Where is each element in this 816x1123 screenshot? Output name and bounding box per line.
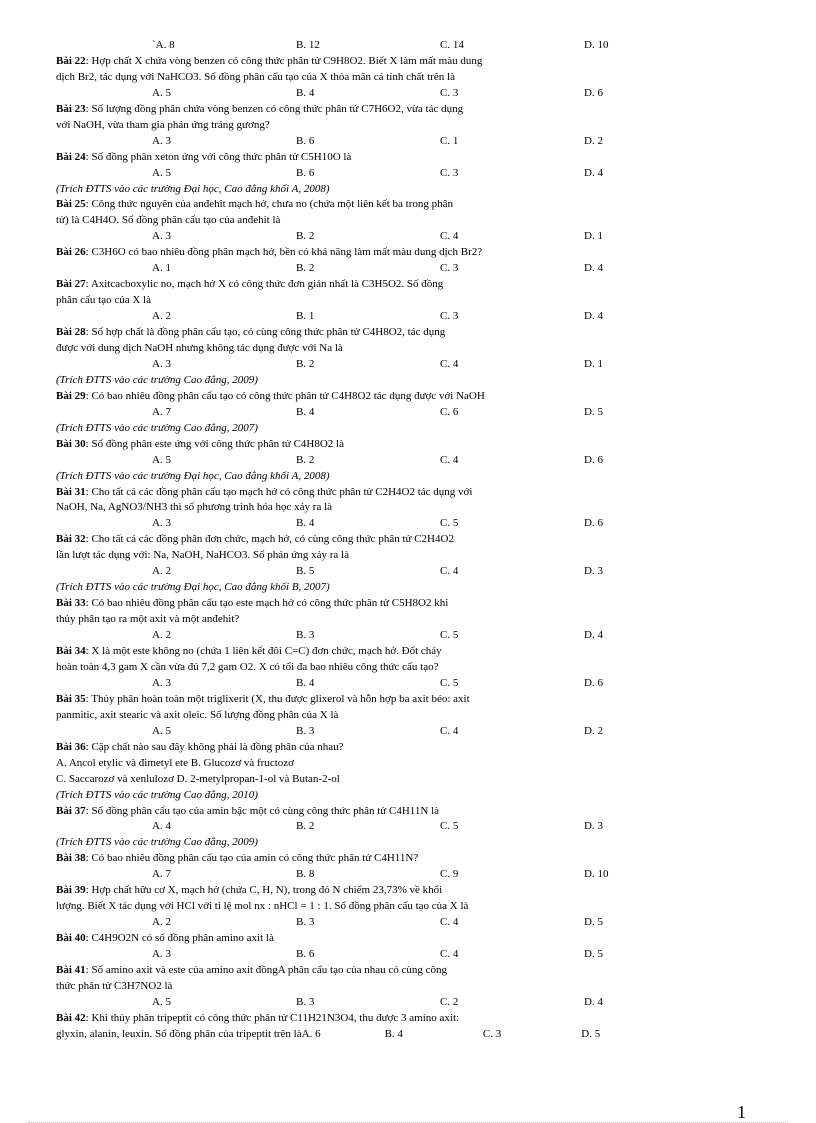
question-text: phân cấu tạo của X là: [56, 294, 151, 307]
question-text: C. Saccarozơ và xenlulozơ D. 2-metylpropan-1-ol và Butan-2-ol: [56, 772, 340, 785]
question-line: [56, 851, 616, 867]
question-line: [56, 197, 616, 213]
question-title: Bài 35: [56, 692, 86, 705]
question-title: Bài 38: [56, 852, 86, 865]
answer-options: [56, 405, 616, 421]
option-b: B. 4: [384, 1027, 403, 1040]
source-note: (Trích ĐTTS vào các trường Đại học, Cao đẳng khối A, 2008): [56, 469, 330, 482]
question-title: Bài 40: [56, 932, 86, 945]
option-a: A. 2: [152, 310, 171, 323]
question-line: [56, 118, 616, 134]
question-text: : Cho tất cả các đồng phân đơn chức, mạch hở, có cùng công thức phân tử C2H4O2: [85, 533, 454, 546]
question-list: [56, 38, 616, 1043]
option-a: A. 7: [152, 868, 171, 881]
option-b: B. 3: [296, 916, 315, 929]
question-line: [56, 532, 616, 548]
answer-options: [56, 86, 616, 102]
option-d: D. 1: [584, 230, 603, 243]
option-b: B. 6: [296, 948, 315, 961]
question-text: : Số amino axit và este của amino axit đồngA phân cấu tạo của nhau có cùng công: [85, 963, 448, 976]
question: [56, 883, 616, 931]
answer-options: [56, 357, 616, 373]
option-a: A. 5: [152, 453, 171, 466]
question-line: [56, 931, 616, 947]
option-c: C. 4: [440, 565, 459, 578]
question-line: [56, 213, 616, 229]
source-note: (Trích ĐTTS vào các trường Cao đẳng, 2009): [56, 373, 258, 386]
question-line: [56, 899, 616, 915]
option-a: A. 4: [152, 820, 171, 833]
question-text: : Khi thủy phân tripeptit có công thức phân tử C11H21N3O4, thu được 3 amino axit:: [85, 1011, 460, 1024]
question-line: [56, 277, 616, 293]
question-line: [56, 979, 616, 995]
option-d: D. 2: [584, 724, 603, 737]
option-d: D. 6: [584, 453, 603, 466]
option-b: B. 1: [296, 310, 315, 323]
option-a: A. 3: [152, 357, 171, 370]
source-note: (Trích ĐTTS vào các trường Cao đẳng, 2007): [56, 421, 258, 434]
option-c: C. 4: [440, 724, 459, 737]
answer-options: [56, 947, 616, 963]
question: [56, 437, 616, 485]
question-title: Bài 25: [56, 198, 86, 211]
option-c: C. 6: [440, 405, 459, 418]
answer-options: [56, 915, 616, 931]
question-line: [56, 1027, 616, 1043]
question-line: [56, 804, 616, 820]
question: [56, 1011, 616, 1043]
question: [56, 931, 616, 963]
option-b: B. 4: [296, 86, 315, 99]
answer-options: [56, 676, 616, 692]
question-title: Bài 31: [56, 485, 86, 498]
question-line: [56, 883, 616, 899]
question-title: Bài 42: [56, 1011, 86, 1024]
lead-options: [56, 38, 616, 54]
answer-options: [56, 166, 616, 182]
question-text: : Cặp chất nào sau đây không phải là đồng phân của nhau?: [85, 740, 344, 753]
option-c: C. 4: [440, 357, 459, 370]
option-b: B. 2: [296, 453, 315, 466]
question-title: Bài 33: [56, 597, 86, 610]
option-b: B. 2: [296, 230, 315, 243]
question-text: với NaOH, vừa tham gia phản ứng tráng gương?: [56, 118, 270, 131]
question: [56, 54, 616, 102]
question-line: [56, 692, 616, 708]
option-c: C. 5: [440, 629, 459, 642]
question-line: [56, 341, 616, 357]
question-text: thức phân tử C3H7NO2 là: [56, 979, 173, 992]
option-a: A. 1: [152, 262, 171, 275]
question-text: : Axitcacboxylic no, mạch hở X có công thức đơn giản nhất là C3H5O2. Số đồng: [85, 278, 444, 291]
option-b: B. 4: [296, 517, 315, 530]
question: [56, 245, 616, 277]
question-text: : Số đồng phân xeton ứng với công thức phân tử C5H10O là: [85, 150, 352, 163]
question-text: : Có bao nhiêu đồng phân cấu tạo của amin có công thức phân tử C4H11N?: [85, 852, 419, 865]
question-text: : Số lượng đồng phân chứa vòng benzen có công thức phân tử C7H6O2, vừa tác dụng: [85, 102, 464, 115]
option-d: D. 2: [584, 134, 603, 147]
question-line: [56, 150, 616, 166]
question-title: Bài 41: [56, 963, 86, 976]
option-c: C. 3: [440, 310, 459, 323]
question-line: [56, 644, 616, 660]
option-c: C. 9: [440, 868, 459, 881]
question-title: Bài 28: [56, 326, 86, 339]
option-c: C. 3: [440, 166, 459, 179]
question-text: hoàn toàn 4,3 gam X cần vừa đủ 7,2 gam O2. X có tối đa bao nhiêu công thức cấu tạo?: [56, 660, 439, 673]
question-line: [56, 437, 616, 453]
question: [56, 389, 616, 437]
question-text: : Công thức nguyên của anđehit mạch hở, chưa no (chứa một liên kết ba trong phân: [85, 198, 454, 211]
question-title: Bài 24: [56, 150, 86, 163]
question: [56, 197, 616, 245]
question-text: : Có bao nhiêu đồng phân cấu tạo có công thức phân tử C4H8O2 tác dụng được với NaOH: [85, 389, 485, 402]
option-d: D. 4: [584, 262, 603, 275]
question-text: : C4H9O2N có số đồng phân amino axit là: [85, 932, 274, 945]
question-title: Bài 36: [56, 740, 86, 753]
option-c: C. 3: [482, 1027, 502, 1040]
option-d: D. 4: [584, 310, 603, 323]
question: [56, 963, 616, 1011]
question-line: [56, 70, 616, 86]
source-note: (Trích ĐTTS vào các trường Cao đẳng, 2009): [56, 836, 258, 849]
question-title: Bài 29: [56, 389, 86, 402]
option-d: D. 1: [584, 357, 603, 370]
answer-options: [56, 229, 616, 245]
question-title: Bài 34: [56, 645, 86, 658]
question-text: : C3H6O có bao nhiêu đồng phân mạch hở, bền có khả năng làm mất màu dung dịch Br2?: [85, 246, 483, 259]
option-d: D. 5: [584, 405, 603, 418]
question-title: Bài 26: [56, 246, 86, 259]
answer-options: [56, 724, 616, 740]
option-a: A. 2: [152, 916, 171, 929]
option-d: D. 3: [584, 565, 603, 578]
answer-options: [56, 134, 616, 150]
option-c: C. 4: [440, 916, 459, 929]
question: [56, 804, 616, 852]
option-d: D. 6: [584, 676, 603, 689]
question-text: A. Ancol etylic và đimetyl ete B. Glucozơ và fructozơ: [56, 756, 294, 769]
question-title: Bài 27: [56, 278, 86, 291]
option-d: D. 4: [584, 995, 603, 1008]
question: [56, 532, 616, 596]
option-a: `A. 8: [152, 39, 175, 51]
answer-options: [56, 867, 616, 883]
question-line: [56, 772, 616, 788]
question-title: Bài 22: [56, 54, 86, 67]
option-a: A. 5: [152, 166, 171, 179]
question-text: : X là một este không no (chứa 1 liên kết đôi C=C) đơn chức, mạch hở. Đốt cháy: [85, 645, 442, 658]
option-b: B. 3: [296, 995, 315, 1008]
answer-options: [56, 628, 616, 644]
question-line: [56, 485, 616, 501]
option-c: C. 4: [440, 453, 459, 466]
option-c: C. 4: [440, 230, 459, 243]
question-line: [56, 756, 616, 772]
source-note: (Trích ĐTTS vào các trường Đại học, Cao đẳng khối B, 2007): [56, 581, 330, 594]
option-a: A. 2: [152, 565, 171, 578]
option-a: A. 7: [152, 405, 171, 418]
question-text: : Số hợp chất là đồng phân cấu tạo, có cùng công thức phân tử C4H8O2, tác dụng: [85, 326, 446, 339]
question: [56, 596, 616, 644]
option-a: A. 5: [152, 724, 171, 737]
question-title: Bài 39: [56, 884, 86, 897]
option-d: D. 6: [584, 517, 603, 530]
option-a: A. 3: [152, 517, 171, 530]
option-c: C. 1: [440, 134, 459, 147]
question-line: [56, 660, 616, 676]
question-text: : Thủy phân hoàn toàn một triglixerit (X, thu được glixerol và hỗn hợp ba axit béo: axit: [85, 692, 470, 705]
question-text: glyxin, alanin, leuxin. Số đồng phân của tripeptit trên là: [56, 1027, 302, 1040]
question: [56, 277, 616, 325]
answer-options: [56, 453, 616, 469]
option-c: C. 3: [440, 86, 459, 99]
question-line: [56, 548, 616, 564]
option-c: C. 4: [440, 948, 459, 961]
option-b: B. 2: [296, 262, 315, 275]
option-c: C. 5: [440, 676, 459, 689]
question-text: lượng. Biết X tác dụng với HCl với tỉ lệ mol nx : nHCl = 1 : 1. Số đồng phân cấu tạo của X là: [56, 900, 469, 913]
question-line: [56, 963, 616, 979]
option-d: D. 4: [584, 629, 603, 642]
option-a: A. 2: [152, 629, 171, 642]
question-title: Bài 32: [56, 533, 86, 546]
option-b: B. 6: [296, 166, 315, 179]
question-line: [56, 245, 616, 261]
option-b: B. 2: [296, 357, 315, 370]
question-line: [56, 596, 616, 612]
option-d: D. 10: [584, 868, 609, 881]
option-a: A. 3: [152, 134, 171, 147]
question-text: : Hợp chất hữu cơ X, mạch hở (chứa C, H, N), trong đó N chiếm 23,73% về khối: [85, 884, 443, 897]
question-text: tử) là C4H4O. Số đồng phân cấu tạo của anđehit là: [56, 214, 281, 227]
option-a: A. 3: [152, 230, 171, 243]
option-b: B. 5: [296, 565, 315, 578]
answer-options: [56, 995, 616, 1011]
question-text: được với dung dịch NaOH nhưng không tác dụng được với Na là: [56, 342, 343, 354]
question-line: [56, 102, 616, 118]
question-line: [56, 293, 616, 309]
question-line: [56, 708, 616, 724]
question: [56, 150, 616, 198]
option-a: A. 5: [152, 995, 171, 1008]
question-text: : Có bao nhiêu đồng phân cấu tạo este mạch hở có công thức phân tử C5H8O2 khi: [85, 597, 449, 610]
question-text: : Số đồng phân cấu tạo của amin bậc một có cùng công thức phân tử C4H11N là: [85, 804, 440, 817]
option-c: C. 3: [440, 262, 459, 275]
question-text: : Hợp chất X chứa vòng benzen có công thức phân tử C9H8O2. Biết X làm mất màu dung: [85, 54, 483, 67]
question: [56, 325, 616, 389]
question-text: NaOH, Na, AgNO3/NH3 thì số phương trình hóa học xảy ra là: [56, 501, 333, 514]
option-b: B. 12: [296, 39, 320, 51]
page-number: 1: [737, 1102, 746, 1122]
question-title: Bài 37: [56, 804, 86, 817]
option-b: B. 6: [296, 134, 315, 147]
question-line: [56, 1011, 616, 1027]
option-b: B. 3: [296, 629, 315, 642]
option-b: B. 3: [296, 724, 315, 737]
question-line: [56, 54, 616, 70]
question: [56, 692, 616, 740]
question: [56, 102, 616, 150]
question-line: [56, 389, 616, 405]
source-note: (Trích ĐTTS vào các trường Cao đẳng, 2010): [56, 788, 258, 801]
question: [56, 851, 616, 883]
question-text: thủy phân tạo ra một axit và một anđehit?: [56, 613, 240, 626]
question-line: [56, 612, 616, 628]
option-d: D. 4: [584, 166, 603, 179]
question-title: Bài 30: [56, 437, 86, 450]
question-text: : Cho tất cả các đồng phân cấu tạo mạch hở có công thức phân tử C2H4O2 tác dụng với: [85, 485, 473, 498]
question-text: lần lượt tác dụng với: Na, NaOH, NaHCO3. Số phản ứng xảy ra là: [56, 549, 349, 562]
option-c: C. 2: [440, 995, 459, 1008]
source-note: (Trích ĐTTS vào các trường Đại học, Cao đẳng khối A, 2008): [56, 182, 330, 195]
option-c: C. 5: [440, 820, 459, 833]
option-b: B. 8: [296, 868, 315, 881]
option-d: D. 5: [584, 916, 603, 929]
question: [56, 740, 616, 804]
option-a: A. 3: [152, 676, 171, 689]
answer-options: [56, 819, 616, 835]
question: [56, 485, 616, 533]
option-c: C. 14: [440, 39, 464, 51]
option-c: C. 5: [440, 517, 459, 530]
option-d: D. 3: [584, 820, 603, 833]
question-line: [56, 500, 616, 516]
question-line: [56, 325, 616, 341]
question-text: panmitic, axit stearic và axit oleic. Số lượng đồng phân của X là: [56, 708, 339, 721]
option-d: D. 5: [584, 948, 603, 961]
answer-options: [56, 309, 616, 325]
option-a: A. 5: [152, 86, 171, 99]
option-b: B. 2: [296, 820, 315, 833]
answer-options: [56, 261, 616, 277]
option-d: D. 10: [584, 39, 609, 51]
option-a: A. 3: [152, 948, 171, 961]
option-b: B. 4: [296, 676, 315, 689]
question-title: Bài 23: [56, 102, 86, 115]
option-d: D. 6: [584, 86, 603, 99]
question-text: : Số đồng phân este ứng với công thức phân tử C4H8O2 là: [85, 437, 344, 450]
question-line: [56, 740, 616, 756]
question: [56, 644, 616, 692]
answer-options: [56, 516, 616, 532]
option-b: B. 4: [296, 405, 315, 418]
option-a: A. 6: [301, 1027, 321, 1040]
answer-options: [56, 564, 616, 580]
option-d: D. 5: [581, 1027, 601, 1040]
question-text: dịch Br2, tác dụng với NaHCO3. Số đồng phân cấu tạo của X thỏa mãn cá tính chất trên là: [56, 70, 455, 83]
